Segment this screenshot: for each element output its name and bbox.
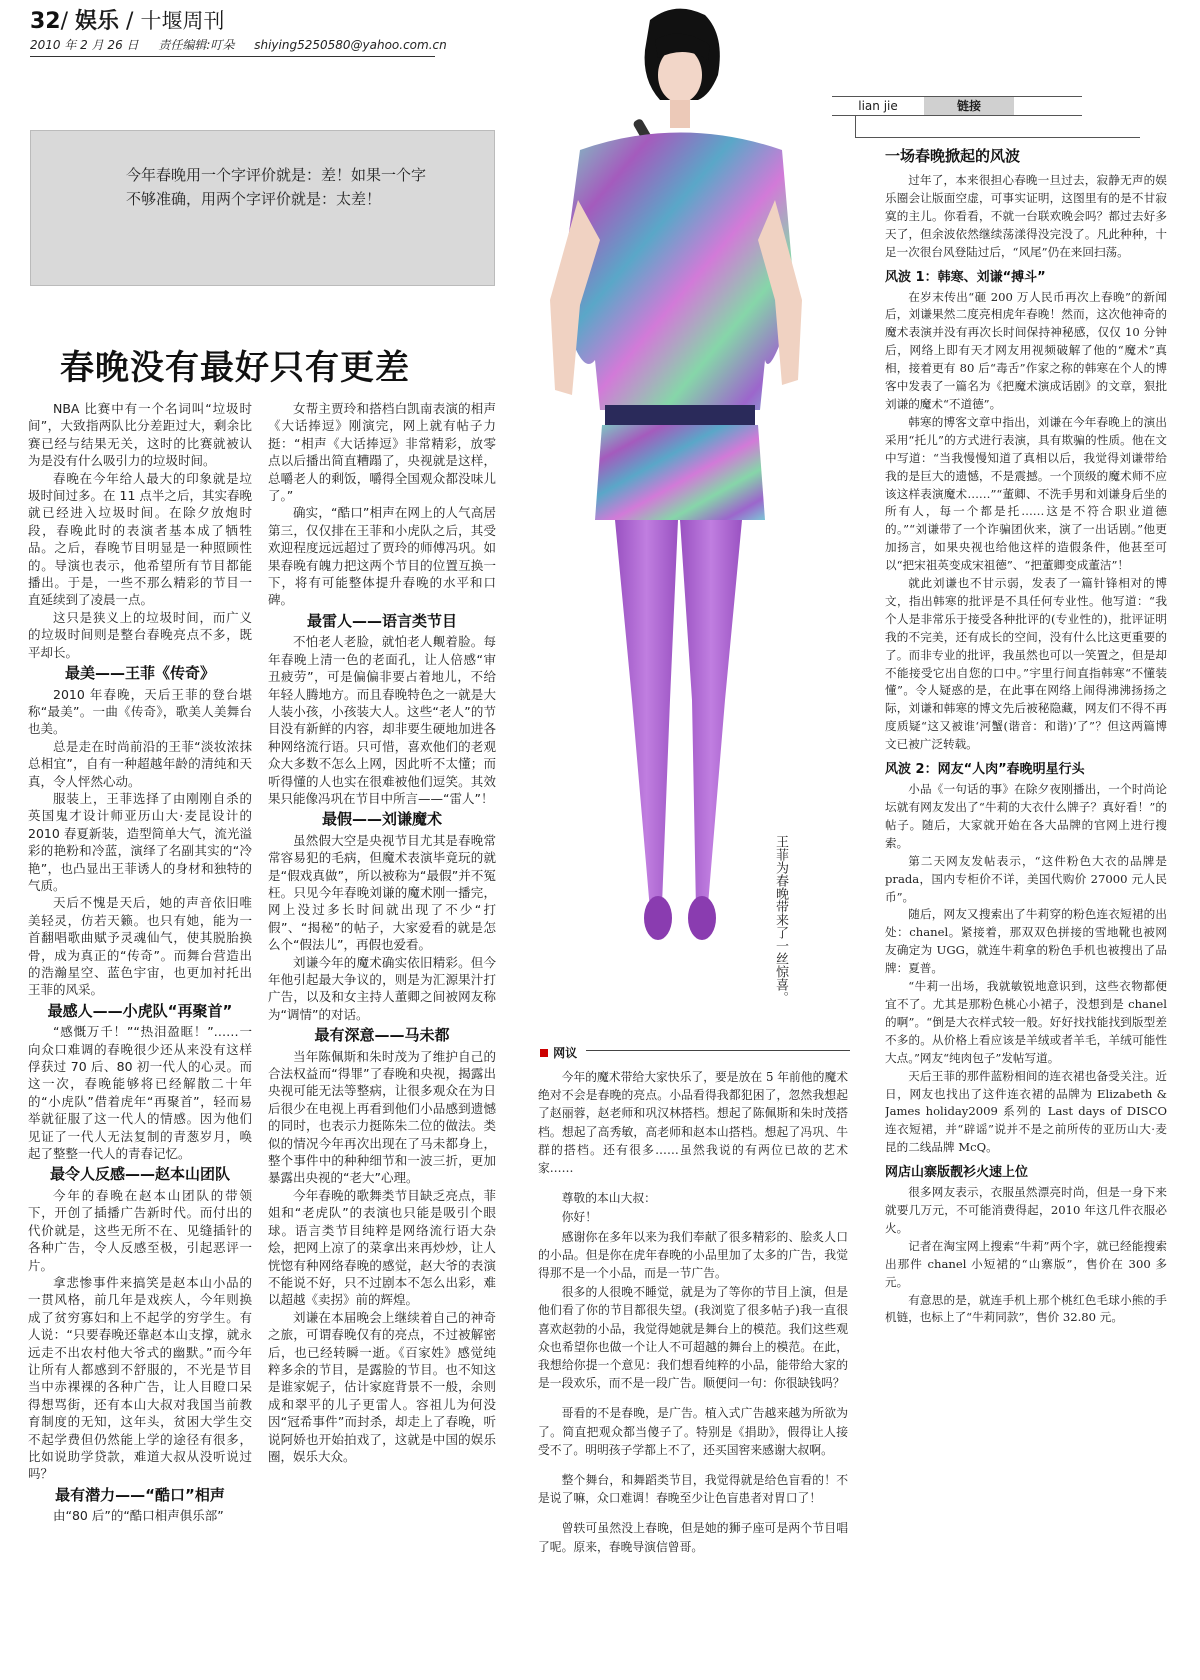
paragraph: 第二天网友发帖表示，“这件粉色大衣的品牌是 prada，国内专柜价不详，美国代购价 27000 元人民币”。	[885, 853, 1167, 904]
paragraph: NBA 比赛中有一个名词叫“垃圾时间”，大致指两队比分差距过大，剩余比赛已经与结果无关，这时的比赛就被认为是没有什么吸引力的垃圾时间。	[28, 401, 252, 469]
header-rule	[30, 56, 435, 57]
issue-date: 2010 年 2 月 26 日	[30, 38, 139, 52]
link-tab-en: lian jie	[858, 99, 898, 113]
paragraph: 随后，网友又搜索出了牛莉穿的粉色连衣短裙的出处：chanel。紧接着，那双双色拼接的雪地靴也被网友确定为 UGG，就连牛莉拿的粉色手机也被搜出了品牌：夏普。	[885, 907, 1167, 976]
paragraph: 确实，“酷口”相声在网上的人气高居第三，仅仅排在王菲和小虎队之后，其受欢迎程度远远超过了贾玲的师傅冯巩。如果春晚有魄力把这两个节目的位置互换一下，将有可能整体提升春晚的水平和口碑。	[268, 505, 496, 608]
paragraph: 服装上，王菲选择了由刚刚自杀的英国鬼才设计师亚历山大·麦昆设计的 2010 春夏新装，造型简单大气，流光溢彩的艳粉和冷蓝，演绎了名副其实的“冷艳”，也凸显出王菲诱人的身材和独特的气质。	[28, 790, 252, 893]
commentary-column	[538, 1068, 848, 1676]
section-heading: 最有潜力——“酷口”相声	[55, 1485, 225, 1504]
sidebar-rule-vertical	[855, 116, 856, 138]
link-tab-cn: 链接	[924, 97, 1014, 115]
paragraph: 很多网友表示，衣服虽然漂亮时尚，但是一身下来就要几万元，不可能消费得起，2010 年这几件衣服必火。	[885, 1185, 1167, 1235]
paragraph: 今年春晚的歌舞类节目缺乏亮点，菲姐和“老虎队”的表演也只能是吸引个眼球。语言类节目纯粹是网络流行语大杂烩，把网上凉了的菜拿出来再炒炒，让人恍惚有种网络春晚的感觉，赵大爷的表演不能说不好，只不过剧本不怎么出彩，难以超越《卖拐》前的辉煌。	[268, 1187, 496, 1308]
paragraph: 你好！	[561, 1210, 597, 1225]
editor-credit: 责任编辑:叮朵	[158, 38, 235, 52]
article-column-2	[268, 400, 496, 1676]
paragraph: 不怕老人老脸，就怕老人觍着脸。每年春晚上清一色的老面孔，让人倍感“审丑疲劳”，可是偏偏非要占着地儿，不给年轻人腾地方。而且春晚特色之一就是大人装小孩，小孩装大人。这些“老人”的节目没有新鲜的内容，却非要生硬地加进各种网络流行语。只可惜，喜欢他们的老观众大多数不怎么上网，因此听不太懂；而听得懂的人也实在很难被他们逗笑。其效果只能像冯巩在节目中所言——“雷人”！	[268, 634, 496, 806]
paragraph: 女帮主贾玲和搭档白凯南表演的相声《大话捧逗》刚演完，网上就有帖子力挺：“相声《大话捧逗》非常精彩，放零点以后播出简直糟蹋了，央视就是这样，总嚼老人的剩饭，嚼得全国观众都没味儿了。”	[268, 401, 496, 504]
editor-email[interactable]: shiying5250580@yahoo.com.cn	[254, 38, 447, 52]
pull-quote: 今年春晚用一个字评价就是：差！如果一个字不够准确，用两个字评价就是：太差！	[126, 166, 427, 208]
paragraph: 曾轶可虽然没上春晚，但是她的狮子座可是两个节目唱了呢。原来，春晚导演信曾哥。	[538, 1521, 848, 1554]
paragraph: 这只是狭义上的垃圾时间，而广义的垃圾时间则是整台春晚亮点不多，既平却长。	[28, 609, 252, 660]
paragraph: “牛莉一出场，我就敏锐地意识到，这些衣物都便宜不了。尤其是那粉色桃心小裙子，没想到是 chanel 的啊”。“倒是大衣样式较一般。好好找找能找到版型差不多的。从价格上看应该是羊绒或者羊毛，羊绒可能性大点。”网友“纯肉包子”发帖写道。	[885, 979, 1167, 1065]
article-headline: 春晚没有最好只有更差	[60, 348, 410, 388]
paragraph: 由“80 后”的“酷口相声俱乐部”	[53, 1508, 224, 1524]
section-heading: 最有深意——马未都	[314, 1026, 450, 1045]
page-number: 32	[30, 9, 61, 34]
paragraph: 感谢你在多年以来为我们奉献了很多精彩的、脍炙人口的小品。但是你在虎年春晚的小品里加了太多的广告，我觉得那不是一个小品，而是一节广告。	[538, 1229, 848, 1281]
paragraph: 尊敬的本山大叔：	[561, 1191, 656, 1206]
pull-quote-box	[30, 130, 495, 286]
paragraph: 在岁末传出“砸 200 万人民币再次上春晚”的新闻后，刘谦果然二度亮相虎年春晚！然而，这次他神奇的魔术表演并没有再次长时间保持神秘感，仅仅 10 分钟后，网络上即有天才网友用视频破解了他的“魔术”真相，接着更有 80 后“毒舌”作家之称的韩寒在个人的博客中发表了一篇名为《把魔术演成话剧》的文章，狠批刘谦的魔术“不道德”。	[885, 289, 1167, 411]
paragraph: 韩寒的博客文章中指出，刘谦在今年春晚上的演出采用“托儿”的方式进行表演，具有欺骗的性质。他在文中写道：“当我慢慢知道了真相以后，我觉得刘谦带给我的是巨大的遗憾，不是震撼。一个顶级的魔术师不应该这样表演魔术……”“董卿、不洗手男和刘谦身后坐的所有人，每一个都是托……这是不符合职业道德的。”“刘谦带了一个诈骗团伙来，演了一出话剧。”他更加扬言，如果央视也给他这样的造假条件，他甚至可以“把宋祖英变成宋祖德”、“把董卿变成董洁”！	[885, 414, 1167, 573]
paragraph: 2010 年春晚，天后王菲的登台堪称“最美”。一曲《传奇》，歌美人美舞台也美。	[28, 686, 252, 737]
paragraph: 春晚在今年给人最大的印象就是垃圾时间过多。在 11 点半之后，其实春晚就已经进入垃圾时间。在除夕放炮时段，春晚此时的表演者基本成了牺牲品。之后，春晚节目明显是一种照顾性的。导演也表示，他希望所有节目都能播出。于是，一些不那么精彩的节目一直延续到了凌晨一点。	[28, 470, 252, 608]
paragraph: 整个舞台，和舞蹈类节目，我觉得就是给色盲看的！不是说了嘛，众口难调！春晚至少让色盲患者对胃口了！	[538, 1473, 848, 1506]
paragraph: 天后不愧是天后，她的声音依旧唯美轻灵，仿若天籁。也只有她，能为一首翻唱歌曲赋予灵魂仙气，使其脱胎换骨，成为真正的“传奇”。而舞台营造出的浩瀚星空、蓝色宇宙，也更加衬托出王菲的风采。	[28, 895, 252, 998]
issue-info	[30, 36, 463, 53]
commentary-label: 网议	[553, 1046, 578, 1060]
section-name: 娱乐	[75, 9, 120, 34]
paragraph: 拿悲惨事件来搞笑是赵本山小品的一贯风格，前几年是戏疾人，今年则换成了贫穷寡妇和上不起学的穷学生。有人说：“只要春晚还靠赵本山支撑，就永远走不出农村他大爷式的幽默。”而今年让所有人都感到不舒服的，不光是节目当中赤裸裸的各种广告，让人目瞪口呆得想骂街，还有本山大叔对我国当前教育制度的无知，这年头，贫困大学生交不起学费但仍然能上学的途径有很多，比如说助学贷款，难道大叔从没听说过吗？	[28, 1274, 252, 1482]
paragraph: 刘谦今年的魔术确实依旧精彩。但今年他引起最大争议的，则是为汇源果汁打广告，以及和女主持人董卿之间被网友称为“调情”的对话。	[268, 954, 496, 1022]
paragraph: 总是走在时尚前沿的王菲“淡妆浓抹总相宜”，自有一种超越年龄的清纯和天真，令人怦然心动。	[28, 738, 252, 789]
red-square-icon	[540, 1049, 548, 1057]
sidebar-heading: 风波 1：韩寒、刘谦“搏斗”	[885, 269, 1046, 285]
sidebar-rule-horizontal	[855, 137, 1140, 138]
paragraph: 虽然假大空是央视节目尤其是春晚常常容易犯的毛病，但魔术表演毕竟玩的就是“假戏真做”，所以被称为“最假”并不冤枉。只见今年春晚刘谦的魔术刚一播完，网上没过多长时间就出现了不少“打假”、“揭秘”的帖子，大家爱看的就是怎么个“假法儿”，再假也爱看。	[268, 832, 496, 953]
paragraph: “感慨万千！”“热泪盈眶！”……一向众口难调的春晚很少还从来没有这样俘获过 70 后、80 初一代人的心灵。而这一次，春晚能够将已经解散二十年的“小虎队”借着虎年“再聚首”，轻而易举就征服了这一代人的情感。因为他们见证了一代人无法复制的青葱岁月，唤起了整整一代人的青春记忆。	[28, 1024, 252, 1162]
sidebar-heading: 网店山寨版靓衫火速上位	[885, 1165, 1029, 1181]
sidebar-heading: 风波 2：网友“人肉”春晚明星行头	[885, 762, 1085, 778]
section-heading: 最感人——小虎队“再聚首”	[47, 1001, 233, 1020]
paragraph: 当年陈佩斯和朱时茂为了维护自己的合法权益而“得罪”了春晚和央视，揭露出央视可能无法等整病，让很多观众在为日后很少在电视上再看到他们小品感到遗憾的同时，也表示力挺陈朱二位的做法。类似的情况今年再次出现在了马未都身上，整个事件中的种种细节和一波三折，更加暴露出央视的“老大”心理。	[268, 1048, 496, 1186]
commentary-rule	[586, 1050, 850, 1051]
link-tab	[832, 96, 1082, 116]
paragraph: 哥看的不是春晚，是广告。植入式广告越来越为所欲为了。简直把观众都当傻子了。特别是《捐助》，假得让人接受不了。明明孩子学都上不了，还买国窖来感谢大叔啊。	[538, 1406, 848, 1457]
paragraph: 就此刘谦也不甘示弱，发表了一篇针锋相对的博文，指出韩寒的批评是不具任何专业性。他写道：“我个人是非常乐于接受各种批评的(专业性的)，批评证明我的不完美，还有成长的空间，没有什么比这更重要的了。而非专业的批评，我虽然也可以一笑置之，但是却不能接受它出自您的口中。”宇里行间直指韩寒“不懂装懂”。令人疑惑的是，在此事在网络上闹得沸沸扬扬之际，刘谦和韩寒的博文先后被秘隐藏，网友们不得不再度质疑“这又被谁‘河蟹(谐音：和谐)’了”？但这两篇博文已被广泛转载。	[885, 576, 1167, 752]
commentary-header	[540, 1042, 850, 1058]
paragraph: 很多的人很晚不睡觉，就是为了等你的节目上演，但是他们看了你的节目都很失望。(我浏览了很多帖子)我一直很喜欢赵勃的小品，我觉得她就是舞台上的模范。我们这些观众也希望你也做一个让人不可超越的舞台上的模范。在此，我想给你提一个意见：我们想看纯粹的小品，能带给大家的是一段欢乐，而不是一段广告。顺便问一句：你很缺钱吗？	[538, 1285, 848, 1391]
paragraph: 刘谦在本届晚会上继续着自己的神奇之旅，可谓春晚仅有的亮点，不过被解密后，也已经转瞬一逝。《百家姓》感觉纯粹多余的节目，是露脸的节目。也不知这是谁家妮子，估计家庭背景不一般，余则成和翠平的儿子更雷人。容祖儿为何没因“冠希事件”而封杀，却走上了春晚，听说阿娇也开始拍戏了，这就是中国的娱乐圈，娱乐大众。	[268, 1309, 496, 1464]
section-heading: 最雷人——语言类节目	[306, 611, 457, 630]
section-heading: 最令人反感——赵本山团队	[49, 1165, 230, 1184]
section-heading: 最美——王菲《传奇》	[64, 664, 215, 683]
paragraph: 记者在淘宝网上搜索“牛莉”两个字，就已经能搜索出那件 chanel 小短裙的“山寨版”，售价在 300 多元。	[885, 1238, 1167, 1289]
masthead: 32/ 娱乐 / 十堰周刊	[30, 9, 225, 34]
article-column-1	[28, 400, 252, 1676]
paragraph: 今年的春晚在赵本山团队的带领下，开创了插播广告新时代。而付出的代价就是，这些无所不在、见缝插针的各种广告，令人反感至极，引起恶评一片。	[28, 1187, 252, 1273]
sidebar-column	[885, 145, 1167, 1675]
paragraph: 有意思的是，就连手机上那个桃红色毛球小熊的手机链，也标上了“牛莉同款”，售价 32.80 元。	[885, 1292, 1167, 1325]
paragraph: 今年的魔术带给大家快乐了，要是放在 5 年前他的魔术绝对不会是春晚的亮点。小品看得我都犯困了，忽然我想起了赵丽蓉，赵老师和巩汉林搭档。想起了陈佩斯和朱时茂搭档。想起了高秀敏，高老师和赵本山搭档。想起了冯巩、牛群的搭档。还有很多……虽然我说的有两位已故的艺术家……	[538, 1070, 848, 1176]
section-heading: 最假——刘谦魔术	[321, 810, 442, 829]
paragraph: 天后王菲的那件蓝粉相间的连衣裙也备受关注。近日，网友也找出了这件连衣裙的品牌为 Elizabeth & James holiday2009 系列的 Last days of DISCO 连衣短裙，并“辟谣”说并不是之前所传的亚历山大·麦昆的二线品牌 McQ。	[885, 1068, 1167, 1155]
paragraph: 小品《一句话的事》在除夕夜刚播出，一个时尚论坛就有网友发出了“牛莉的大衣什么牌子？真好看！”的帖子。随后，大家就开始在各大品牌的官网上进行搜索。	[885, 782, 1167, 850]
paper-name: 十堰周刊	[140, 9, 225, 33]
paragraph: 过年了，本来很担心春晚一旦过去，寂静无声的娱乐圈会让版面空虚，可事实证明，这图里有的是不甘寂寞的主儿。你看看，不就一台联欢晚会吗？都过去好多天了，但余波依然继续荡漾得没完没了。凡此种种，十足一次很台风登陆过后，“风尾”仍在来回扫荡。	[885, 173, 1167, 259]
photo-caption: 王菲为春晚带来了一丝惊喜。	[773, 835, 788, 1004]
sidebar-title: 一场春晚掀起的风波	[885, 147, 1021, 165]
